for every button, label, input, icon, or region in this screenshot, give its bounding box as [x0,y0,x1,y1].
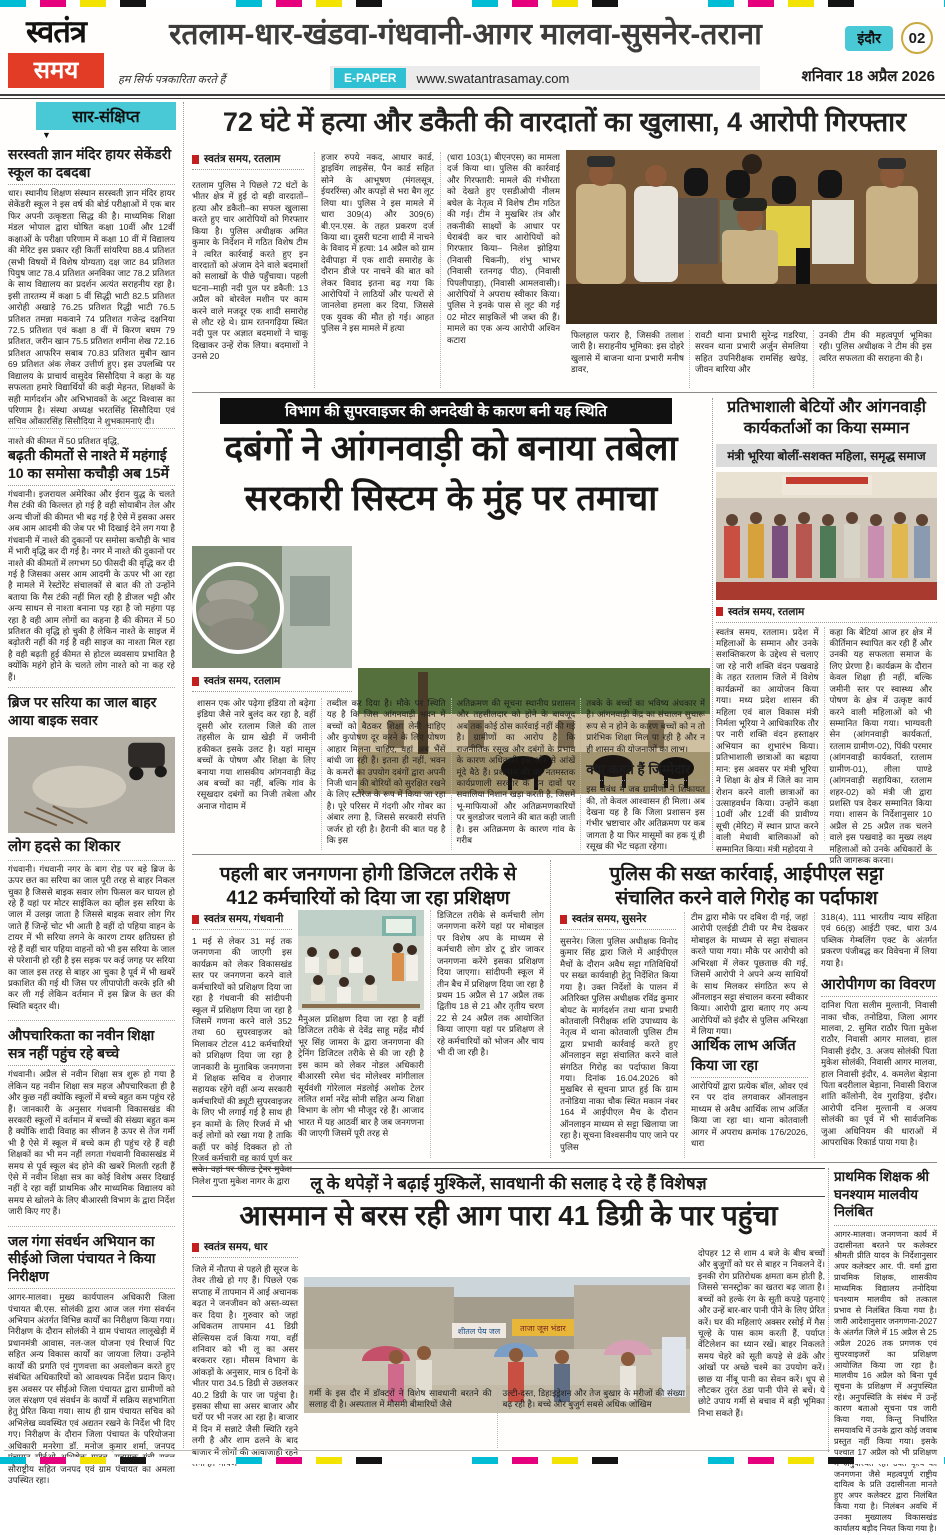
story-column: (धारा 103(1) बीएनएस) का मामला दर्ज किया था। पुलिस की कार्रवाई और गिरफ्तारी: मामले की गंभीरता को देखते हुए एसडीओपी नीलम बघेल के नेतृत्व में विशेष टीम गठित की गई। टीम ने मुखबिर तंत्र और तकनीकी साक्ष्यों के आधार पर घेराबंदी कर चार आरोपियों को गिरफ्तार किया– निलेश झोड़िया (निवासी चिकनी), शंभु भाभर (निवासी रतनगढ़ पीठ), (निवासी पिपलीपाड़ा), (निवासी आमलवासी)। आरोपियों ने अपराध स्वीकार किया। पुलिस ने इनके पास से लूट की गई 02 मोटर साइकिलें भी जब्त की हैं। मामले का एक अन्य आरोपी अश्विन कटारा [440,152,560,388]
brief-subheadline: लोग हदसे का शिकार [8,838,175,861]
brief-headline: बढ़ती कीमतों से नाश्ते में महंगाई 10 का समोसा कचौड़ी अब 15में [8,447,175,486]
byline [192,912,292,930]
anganwadi-sacks-photo [192,546,352,668]
byline-text: स्वतंत्र समय, रतलाम [204,675,281,687]
byline-text: स्वतंत्र समय, रतलाम [728,605,805,618]
caption-column: उल्टी-दस्त, डिहाइड्रेशन और तेज बुखार के मरीजों की संख्या बढ़ रही है। बच्चे और बुजुर्ग सबसे अधिक जोखिम [497,1388,691,1448]
anganwadi-headline-line2: सरकारी सिस्टम के मुंह पर तमाचा [244,479,658,518]
divider [192,392,937,393]
caption-column: उनकी टीम की महत्वपूर्ण भूमिका रही। पुलिस अधीक्षक ने टीम की इस त्वरित सफलता की सराहना की है। [813,330,937,388]
registration-marks-bottom [0,1457,945,1464]
ipl-headline-line1: पुलिस की सख्त कार्रवाई, आईपीएल सट्टा [609,864,884,885]
teacher-body: आगर-मालवा। जनगणना कार्य में उदासीनता बरतने पर कलेक्टर श्रीमती प्रीति यादव के निर्देशानुसार अपर कलेक्टर आर. पी. वर्मा द्वारा प्राथमिक शिक्षक, शासकीय माध्यमिक विद्यालय तनोदिया घनश्याम मालवीय को तत्काल प्रभाव से निलंबित किया गया है। जारी आदेशानुसार जनगणना-2027 के अंतर्गत जिले में 15 अप्रैल से 25 अप्रैल 2026 तक प्रगणक एवं सुपरवाइजरों का प्रशिक्षण आयोजित किया जा रहा है। मालवीय 16 अप्रैल को बिना पूर्व सूचना के प्रशिक्षण में अनुपस्थित रहे। अनुपस्थिति के संबंध में उन्हें कारण बताओ सूचना पत्र जारी किया गया, किन्तु निर्धारित समयावधि में उनके द्वारा कोई जवाब प्रस्तुत नहीं किया गया। इसके पश्चात 17 अप्रैल को भी प्रशिक्षण जनगणना जैसे महत्वपूर्ण राष्ट्रीय दायित्व के प्रति उदासीनता मानते हुए अपर कलेक्टर द्वारा निलंबित किया गया है। निलंबन अवधि में उनका मुख्यालय विकासखंड कार्यालय बड़ौद नियत किया गया है। [834,1229,937,1534]
region-strip: रतलाम-धार-खंडवा-गंधवानी-आगर मालवा-सुसनेर-तराना [169,18,762,51]
website-link[interactable]: www.swatantrasamay.com [416,70,570,86]
edition-badge: इंदौर [845,26,893,51]
teacher-headline: प्राथमिक शिक्षक श्री घनश्याम मालवीय निलंबित [834,1168,937,1226]
byline-marker-icon [192,1243,199,1252]
brief-body: आगर-मालवा। मुख्य कार्यपालन अधिकारी जिला पंचायत बी.एस. सोलंकी द्वारा आज जल गंगा संवर्धन अभियान अंतर्गत विभिन्न कार्यों का निरीक्षण किया गया। निरीक्षण के दौरान सोलंकी ने ग्राम पंचायत लालूखेड़ी में प्रधानमंत्री आवास, नल-जल योजना एवं रिचार्ज पिट सहित अन्य विकास कार्यों का जायजा लिया। उन्होंने कार्यों की प्रगति एवं गुणवत्ता का अवलोकन करते हुए संबंधित अधिकारियों को आवश्यक निर्देश प्रदान किए। इस अवसर पर सीईओ जिला पंचायत द्वारा ग्रामीणों को जल संरक्षण एवं संवर्धन के कार्यों में सक्रिय सहभागिता हेतु प्रेरित किया गया। साथ ही ग्राम पंचायत सचिव को अभिलेख व्यवस्थित एवं अद्यतन रखने के निर्देश भी दिए गए। निरीक्षण के दौरान जिला पंचायत के परियोजना अधिकारी मनरेगा डॉ. मनोज कुमार शर्मा, जनपद सौराष्ट्रीय सहित जनपद एवं ग्राम पंचायत का अमला उपस्थित रहा। [8,1292,175,1485]
caption-column: फिलहाल फरार है, जिसकी तलाश जारी है। सराहनीय भूमिका: इस दोहरे खुलासे में बाजना थाना प्रभारी मनीष डावर, [571,330,684,375]
byline [560,912,676,930]
byline-text: स्वतंत्र समय, गंधवानी [204,913,284,925]
heat-caption-row [304,1388,690,1448]
caret-down-icon: ▼ [42,130,51,140]
brief-body: गंधवानी। गंधवानी नगर के बाग रोड़ पर बड़े ब्रिज के ऊपर छत का सरिया का जाल पूरी तरह से बाहर निकल चुका है जिससे बाइक सवार लोग फिसल कर घायल हो रहे हैं यहां पर मोटर साईकिल का व्हील इस सरिया के जाल में उलझ जाता है जिससे बाइक सवार लोग गिर जाते हैं जिन्हें चोट भी आती है वहीं दो पहिया वाहन के टायर में भी सरिया लगने के कारण टायर क्षतिग्रस्त हो रहे हैं वहीं चार पहिया वाहनों को भी इस सरिया के जाल से परेशानी हो रही है इस सड़क पर कई जगह पर सरिया का जाल इस तरह से बाहर आ चुका है पूर्व में भी खबरें प्रकाशित की गई थी जिस पर लीपापोती करके इति श्री कर ली गई लेकिन वर्तमान में इस ब्रिज के छत की स्थिति बद्तर थी। [8,863,175,1011]
byline-marker-icon [716,607,723,616]
brief-headline: जल गंगा संवर्धन अभियान का सीईओ जिला पंचायत ने किया निरीक्षण [8,1233,175,1290]
byline-marker-icon [192,915,199,924]
page-number-badge: 02 [901,22,933,54]
newspaper-logo [8,10,104,88]
column-subhead: क्या कहते हैं जिम्मेदार [586,760,705,781]
photo-caption-row [566,330,937,388]
column-text: तबके के बच्चों का भविष्य अंधकार में है। आंगनवाड़ी केंद्र का संचालन सुचारू रूप से न होने के कारण बच्चों को न तो प्रारंभिक शिक्षा मिल पा रही है और न ही शासन की योजनाओं का लाभ। [586,698,705,754]
honor-headline: प्रतिभाशाली बेटियों और आंगनवाड़ी कार्यकर्ताओं का किया सम्मान [727,399,926,437]
brief-body: गंधवानी। अप्रैल से नवीन शिक्षा सत्र शुरू हो गया है लेकिन यह नवीन शिक्षा सत्र महज औपचारिकता ही है और कुछ नहीं क्योंकि स्कूलों में बच्चे बहुत कम पहुंच रहे हैं। जानकारी के अनुसार गंधवानी विकासखंड की सरकारी स्कूलों में वर्तमान में बच्चों की संख्या बहुत कम है क्योंकि शादी विवाह का सीजन है ऊपर से तेज गर्मी भी है ऐसे में स्कूल में बच्चे कम ही पहुंच रहे हैं वही शिक्षकों का भी मन नहीं लगता गंधवानी विकासखंड में समय से पूर्व स्कूल बंद होने की खबरें मिलती रहती हैं ऐसे में नवीन शिक्षा सत्र का कोई विशेष असर दिखाई नहीं दे रहा वहीं प्राथमिक और माध्यमिक विद्यालय को समय से खोलने के लिए बीआरसी विभाग के द्वारा निर्देश जारी किए गए हैं। [8,1069,175,1217]
column-text: टीम द्वारा मौके पर दबिश दी गई, जहां आरोपी एलईडी टीवी पर मैच देखकर मोबाइल के माध्यम से सट्टा संचालन करते पाया गया। मौके पर आरोपी को अभिरक्षा में लेकर पूछताछ की गई, जिसमें आरोपी ने अपने अन्य साथियों के साथ मिलकर संगठित रूप से ऑनलाइन सट्टा संचालन करना स्वीकार किया। आरोपी द्वारा बताए गए अन्य आरोपियों को इंदौर से पुलिस अभिरक्षा में लिया गया। [691,912,808,1037]
story-column [814,912,937,1158]
story-column: स्वतंत्र समय, रतलाम। प्रदेश में महिलाओं के सम्मान और उनके सशक्तिकरण के उद्देश्य से चलाए जा रहे नारी शक्ति वंदन पखवाड़े के तहत रतलाम जिले में विशेष कार्यक्रमों का आयोजन किया गया। मध्य प्रदेश शासन की महिला एवं बाल विकास मंत्री निर्मला भूरिया ने आधिकारिक तौर पर नारी शक्ति वंदन हस्ताक्षर अभियान का शुभारंभ किया। प्रतिभाशाली छात्राओं का बढ़ाया मान: इस अवसर पर मंत्री भूरिया ने शिक्षा के क्षेत्र में जिले का नाम रोशन करने वाली छात्राओं का उत्साहवर्धन किया। उन्होंने कक्षा 10वीं और 12वीं की प्रावीण्य सूची (मेरिट) में स्थान प्राप्त करने वाली मेधावी बालिकाओं को सम्मानित किया। मंत्री महोदया ने [716,626,819,854]
honor-columns [716,626,937,866]
honor-strap: मंत्री भूरिया बोलीं-सशक्त महिला, समृद्ध समाज [716,444,937,467]
registration-marks-top [0,0,945,7]
police-photo-graphic [566,150,937,324]
honor-story [716,398,937,866]
brief-body: गंधवानी। इजरायल अमेरिका और ईरान युद्ध के चलते गैस टंकी की किल्लत हो गई है वही सोयाबीन तेल और अन्य चीजों की कीमत भी बढ़ गई है ऐसे में इसका असर अब आम आदमी की जेब पर भी दिखाई देने लग गया है गंधवानी में नाश्ते की दुकानों पर समोसा कचौड़ी के भाव में भारी वृद्धि कर दी गई है। नगर में नाश्ते की दुकानों पर नाश्ते की कीमतों में लगभग 50 फीसदी की वृद्धि कर दी गई है जिसका असर आम आदमी के ऊपर भी आ रहा है मामले में रेस्टोरेंट संचालकों से बात की तो उन्होंने बताया कि गैस टंकी नहीं मिल रही है डीजल भट्टी और अन्य साधन से नाश्ता बनाना पड़ रहा है जो महंगा पड़ रहा है वही आम लोगों का कहना है की कीमत में 50 प्रतिशत की वृद्धि हो चुकी है लेकिन नाश्ते के साइज में बढ़ोतरी नहीं की गई है वही साइज का नाश्ता मिल रहा है वही बढ़ती हुई कीमत से होटल व्यवसाय प्रभावित है क्योंकि महंगे होने के चलते लोग नाश्ते को ना कह रहे हैं। [8,489,175,682]
census-training-photo [298,910,424,1010]
column-text: इस संबंध में जब ग्रामीणों ने शिकायत की, तो केवल आश्वासन ही मिला। अब देखना यह है कि जिला प्रशासन इस गंभीर भ्रष्टाचार और अतिक्रमण पर कब जागता है या फिर मासूमों का हक यूं ही रसूख की भेंट चढ़ता रहेगा। [586,784,705,852]
brief-article-school [8,140,175,429]
sidebar-briefs [4,102,184,1485]
byline-marker-icon [192,677,199,686]
story-column: रतलाम पुलिस ने पिछले 72 घंटों के भीतर क्षेत्र में हुई दो बड़ी वारदातों– हत्या और डकैती–का सफल खुलासा करते हुए चार आरोपियों को गिरफ्तार किया है। पुलिस अधीक्षक अमित कुमार के निर्देशन में गठित विशेष टीम ने त्वरित कार्रवाई करते हुए इन वारदातों को अंजाम देने वाले बदमाशों को सलाखों के पीछे पहुँचाया। पहली घटना–माही नदी पुल पर डकैती: 13 अप्रैल को बोरवेल मशीन पर काम करने वाले मजदूर एक शादी समारोह से लौट रहे थे। ग्राम रतनगढ़िया स्थित नदी पुल पर अज्ञात बदमाशों ने चाकू दिखाकर उन्हें रोक लिया। बदमाशों ने उनसे 20 [192,180,308,362]
byline-text: स्वतंत्र समय, धार [204,1241,268,1253]
story-column: कहा कि बेटियां आज हर क्षेत्र में कीर्तिमान स्थापित कर रही हैं और उनकी यह सफलता समाज के लिए प्रेरणा है। कार्यक्रम के दौरान केवल शिक्षा ही नहीं, बल्कि जमीनी स्तर पर स्वास्थ्य और पोषण के क्षेत्र में उत्कृष्ट कार्य करने वाली महिलाओं को भी सम्मानित किया गया। भाग्यवती सेन (आंगनवाड़ी कार्यकर्ता, रतलाम ग्रामीण-02), पिंकी परमार (आंगनवाड़ी कार्यकर्ता, रतलाम ग्रामीण-01), लीला पाण्डे (आंगनवाड़ी सहायिका, रतलाम शहर-02) को मंत्री जी द्वारा प्रशस्ति पत्र देकर सम्मानित किया गया। शासन के निर्देशानुसार 10 अप्रैल से 25 अप्रैल तक चलने वाले इस पखवाड़े का मुख्य लक्ष्य महिलाओं को उनके अधिकारों के प्रति जागरूक करना। [824,627,938,841]
divider [192,1162,937,1163]
honor-ceremony-photo [716,472,937,600]
story-column: शासन एक ओर पढ़ेगा इंडिया तो बढ़ेगा इंडिया जैसे नारे बुलंद कर रहा है, वहीं दूसरी ओर रतलाम जिले की ताल तहसील के ग्राम खेड़ी में जमीनी हकीकत इसके उलट है। यहां मासूम बच्चों के पोषण और शिक्षा के लिए बनाया गया शासकीय आंगनवाड़ी केंद्र अब बच्चों का नहीं, बल्कि गांव के रसूखदार दबंगों का निजी तबेला और अनाज गोदाम में [197,698,316,811]
story-column [580,698,710,850]
byline [192,1240,298,1258]
ipl-headline-line2: संचालित करने वाले गिरोह का पर्दाफाश [615,888,878,909]
story-column: सुसनेर। जिला पुलिस अधीक्षक विनोद कुमार सिंह द्वारा जिले में आईपीएल मैचों के दौरान अवैध सट्टा गतिविधियों पर सख्त कार्यवाही हेतु निर्देशित किया गया है। उक्त निर्देशों के पालन में अतिरिक्त पुलिस अधीक्षक रविंद्र कुमार बोयट के मार्गदर्शन तथा थाना प्रभारी कोतवाली निरीक्षक शशि उपाध्याय के नेतृत्व में थाना कोतवाली पुलिस टीम द्वारा प्रभावी कार्रवाई करते हुए ऑनलाइन सट्टा संचालित करने वाले संगठित गिरोह का पर्दाफाश किया गया। दिनांक 16.04.2026 को मुखबिर से सूचना प्राप्त हुई कि ग्राम तनोडिया नाका चौक स्थित मकान नंबर 164 में आईपीएल मैच के दौरान ऑनलाइन माध्यम से सट्टा खिलाया जा रहा है। सूचना विश्वसनीय पाए जाने पर पुलिस [560,936,678,1152]
column-text: आरोपियों द्वारा प्रत्येक बॉल, ओवर एवं रन पर दांव लगवाकर ऑनलाइन माध्यम से अवैध आर्थिक लाभ अर्जित किया जा रहा था। थाना कोतवाली आगर में अपराध क्रमांक 176/2026, धारा [691,1081,808,1149]
divider [828,1168,829,1452]
brief-headline: औपचारिकता का नवीन शिक्षा सत्र नहीं पहुंच रहे बच्चे [8,1027,175,1066]
story-column: जिले में नौतपा से पहले ही सूरज के तेवर तीखे हो गए हैं। पिछले एक सप्ताह में तापमान में आई अचानक बढ़त ने जनजीवन को अस्त-व्यस्त कर दिया है। गुरुवार को जहां अधिकतम तापमान 41 डिग्री सेल्सियस दर्ज किया गया, वहीं शनिवार को भी लू का असर बरकरार रहा। मौसम विभाग के आंकड़ों के अनुसार, मात्र 6 दिनों के भीतर पारा 34.5 डिग्री से उछलकर 40.2 डिग्री के पार जा पहुंचा है। इसका सीधा सा असर बाजार और घरों पर भी नजर आ रहा है। बाजार में दिन में सन्नाटे जैसी स्थिति रहने लगी है और शाम ढलने के बाद बाजार में लोगों की आवाजाही रहने [192,1264,298,1457]
police-press-photo [566,150,937,324]
story-column [684,912,808,1158]
byline-text: स्वतंत्र समय, रतलाम [204,153,281,165]
heat-story [192,1168,825,1457]
census-headline-line2: 412 कर्मचारियों को दिया जा रहा प्रशिक्षण [226,888,510,909]
story-column: तब्दील कर दिया है। मौके पर स्थिति यह है कि जिस आंगनवाड़ी भवन में बच्चों को बैठकर शिक्षा लेनी चाहिए और कुपोषण दूर करने के लिए पोषण आहार मिलना चाहिए, वहां अब भैंसें बांधी जा रही हैं। इतना ही नहीं, भवन के कमरों का उपयोग दबंगों द्वारा अपनी निजी धान की बोरियों को सुरक्षित रखने के लिए स्टोरेज के रूप में किया जा रहा है। पूरे परिसर में गंदगी और गोबर का अंबार लगा है, जिससे सरकारी संपत्ति जर्जर हो रही है। हैरानी की बात यह है कि इस [321,698,451,850]
issue-date: शनिवार 18 अप्रैल 2026 [801,68,935,85]
brief-article-bridge [8,688,175,1021]
training-photo-graphic [298,910,424,1010]
story-column: हजार रुपये नकद, आधार कार्ड, ड्राइविंग लाइसेंस, पैन कार्ड सहित सोने के आभूषण (मंगलसूत्र, ईयररिंग्स) और कपड़ों से भरा बैग लूट लिया था। पुलिस ने इस मामले में धारा 309(4) और 309(6) बी.एन.एस. के तहत प्रकरण दर्ज किया था। दूसरी घटना शादी में नाचने के विवाद में हत्या: 14 अप्रैल को ग्राम देवीपाड़ा में एक शादी समारोह के दौरान डीजे पर नाचने की बात को लेकर विवाद इतना बढ़ गया कि आरोपियों ने लाठियों और पत्थरों से जानलेवा हमला कर दिया, जिससे एक युवक की मौत हो गई। आहत पुलिस ने इस मामले में हत्या [314,152,434,388]
ceremony-photo-graphic [716,472,937,600]
census-story [192,860,544,1186]
column-subhead: आर्थिक लाभ अर्जित किया जा रहा [691,1035,808,1078]
anganwadi-story [192,398,710,850]
anganwadi-headline-line1: दबंगों ने आंगनवाड़ी को बनाया तबेला [224,429,678,468]
sacks-photo-graphic [192,546,352,668]
brief-article-school-session [8,1021,175,1226]
story-column: मैनुअल प्रशिक्षण दिया जा रहा है वहीं डिजिटल तरीके से देवेंद्र साहू महेंद्र मौर्य भूर सिंह जामरा के द्वारा जनगणना की ट्रेनिंग डिजिटल तरीके से की जा रही है इस काम को लेकर नोडल अधिकारी बीआरसी रमेश चंद मोलेश्वर मांगीलाल सूर्यवंशी गोरेलाल मंडलोई अशोक टेलर ललित शर्मा नरेंद्र सोनी सहित अन्य शिक्षा विभाग के लोग भी मौजूद रहे हैं। आजाद भारत में यह आठवीं बार है जब जनगणना की जाएगी जिसमें पूरी तरह से [298,1014,424,1139]
byline-marker-icon [560,915,567,924]
story-column: अतिक्रमण की सूचना स्थानीय प्रशासन और तहसीलदार को होने के बावजूद अब तक कोई ठोस कार्रवाई नहीं की गई है। ग्रामीणों का आरोप है कि राजनीतिक रसूख और दबंगों के प्रभाव के कारण अधिकारी इस ओर से आंखें मूंदे बैठे हैं। प्रशासन की यह नतमस्तक कार्यप्रणाली सरकार के उन दावों पर सवालिया निशान खड़ा करती है, जिसमें भू-माफियाओं और अतिक्रमणकारियों पर बुलडोजर चलाने की बात कही जाती है। इस अतिक्रमण के कारण गांव के गरीब [451,698,581,850]
census-headline-line1: पहली बार जनगणना होगी डिजिटल तरीके से [219,864,517,885]
brief-headline: ब्रिज पर सरिया का जाल बाहर आया बाइक सवार [8,694,157,728]
heat-headline: आसमान से बरस रही आग पारा 41 डिग्री के पार पहुंचा [239,1200,778,1231]
brief-headline: सरस्वती ज्ञान मंदिर हायर सेकेंडरी स्कूल का दबदबा [8,146,175,185]
svg-text:ताजा जूस भंडार: ताजा जूस भंडार [520,1324,566,1333]
tagline: हम सिर्फ पत्रकारिता करते हैं [118,74,226,86]
kicker-bar: विभाग की सुपरवाइजर की अनदेखी के कारण बनी यह स्थिति [220,398,672,424]
info-bar [330,66,760,90]
brief-body: धार। स्थानीय शिक्षण संस्थान सरस्वती ज्ञान मंदिर हायर सेकेंडरी स्कूल ने इस वर्ष की बोर्ड परीक्षाओं में एक बार फिर अपनी उत्कृष्टता सिद्ध की है। माध्यमिक शिक्षा मंडल भोपाल द्वारा घोषित कक्षा 10वीं और 12वीं कक्षाओं के परीक्षा परिणाम में कक्षा 10 वीं में विद्यालय की मेरिट इस प्रकार रही किर्ती सांयरिया 88.4 प्रतिशत (सभी विषयों में विशेष योग्यता) दक्ष जाट 84 प्रतिशत पियुष जाट 78.4 प्रतिशत अनविका जाट 78.2 प्रतिशत के साथ विद्यालय का प्रदर्शन अत्यंत सराहनीय रहा है। इसी तारतम्य में कक्षा 5 वीं सिद्धी भाटी 82.5 प्रतिशत आरोही अखाड़े 76.25 प्रतिशत रिद्धी भाटी 76.5 प्रतिशत तमन्ना मकवाने 74 प्रतिशत गजेन्द्र दक्षनिया 72.5 प्रतिशत एवं कक्षा 8 वीं में किरण बघम 79 प्रतिशत, जरीन खान 75.5 प्रतिशत शमीना शेख 72.16 प्रतिशत आफरिन सबाब 70.83 प्रतिशत मुबीन खान 69 प्रतिशत अंक लेकर उत्तीर्ण हुए। इस उपलब्धि पर विद्यालय के प्राचार्य वासुदेव सिसौदिया ने कहा के यह सफलता हमारे विद्यार्थियों की कड़ी मेहनत, शिक्षकों के सही मार्गदर्शन और अभिभावकों के अटूट विश्वास का परिणाम है। संस्था अध्यक्ष भरतसिंह सिसौदिया एवं सचिव ओंकारसिंह सिसौदिया ने शुभकामनाएं दी। [8,188,175,427]
column-text: 318(4), 111 भारतीय न्याय संहिता एवं 66(इ) आईटी एक्ट, धारा 3/4 पब्लिक गेम्बलिंग एक्ट के अंतर्गत प्रकरण पंजीबद्ध कर विवेचना में लिया गया है। [821,912,937,968]
edition-row [845,22,933,54]
column-subhead: आरोपीगण का विवरण [821,974,937,997]
top-story [192,102,937,390]
bridge-road-photo [8,737,175,833]
brief-kicker: नाश्ते की कीमत में 50 प्रतिशत वृद्धि, [8,436,120,446]
story-column: डिजिटल तरीके से कर्मचारी लोग जनगणना करेंगे यहां पर मोबाइल पर विशेष अप के माध्यम से कर्मचारी लोग डोर टू डोर जाकर जनगणना करेंगे इसका प्रशिक्षण दिया जाएगा। सांदीपनी स्कूल में तीन बैच में प्रशिक्षण दिया जा रहा है प्रथम 15 अप्रैल से 17 अप्रैल तक द्वितीय 18 से 21 और तृतीय चरण 22 से 24 अप्रैल तक आयोजित किया जाएगा यहां पर प्रशिक्षण ले रहे कर्मचारियों को भोजन और चाय भी दी जा रही है। [430,910,544,1158]
road-photo-graphic [8,737,175,833]
byline [192,152,304,170]
byline-text: स्वतंत्र समय, सुसनेर [572,913,647,925]
divider [4,1450,830,1451]
logo-text-bottom: समय [8,53,104,88]
svg-text:शीतल पेय जल: शीतल पेय जल [457,1327,501,1336]
divider [550,860,551,1158]
divider [712,398,713,850]
anganwadi-columns [192,698,710,850]
brief-article-snacks [8,429,175,688]
caption-column: रावटी थाना प्रभारी सुरेन्द्र गडरिया, सरवन थाना प्रभारी अर्जुन सेमलिया सहित उपनिरीक्षक रामसिंह खपेड़, जीवन बारिया और [689,330,813,388]
epaper-badge[interactable]: E-PAPER [334,68,406,88]
heat-banner: लू के थपेड़ों ने बढ़ाई मुश्किलें, सावधानी की सलाह दे रहे हैं विशेषज्ञ [192,1168,825,1197]
story-column: दोपहर 12 से शाम 4 बजे के बीच बच्चों और बुजुर्गों को घर से बाहर न निकलने दें। इनकी रोग प्रतिरोधक क्षमता कम होती है, जिससे 'सनस्ट्रोक' का खतरा बढ़ जाता है। बच्चों को हल्के रंग के सूती कपड़े पहनाएं और उन्हें बार-बार पानी पीने के लिए प्रेरित करें। घर की महिलाएं अक्सर रसोई में गैस चूल्हे के पास काम करती हैं, पर्याप्त वेंटिलेशन का ध्यान रखें। बाहर निकलते समय चेहरे को सूती कपड़े से ढंकें और आंखों पर अच्छे चश्मे का उपयोग करें। छाछ या नींबू पानी का सेवन करें। धूप से लौटकर तुरंत ठंडा पानी पीने से बचें। ये छोटे उपाय गर्मी से बचाव में बड़ी भूमिका निभा सकते हैं। [698,1248,825,1418]
teacher-story [834,1168,937,1534]
top-story-headline: 72 घंटे में हत्या और डकैती की वारदातों का खुलासा, 4 आरोपी गिरफ्तार [222,107,907,137]
ipl-story [556,860,937,1158]
masthead [0,8,945,94]
caption-column: गर्मी के इस दौर में डॉक्टरों ने विशेष सावधानी बरतने की सलाह दी है। अस्पताल में मौसमी बीमारियों जैसे [309,1388,492,1410]
brief-article-jal-ganga [8,1227,175,1495]
divider [192,854,937,855]
column-text: दानिश पिता सलीम मुल्तानी, निवासी नाका चौक, तनोडिया, जिला आगर मालवा, 2. सुमित राठौर पिता मुकेश राठौर, निवासी आगर मालवा, हाल निवासी इंदौर, 3. अजय सोलंकी पिता मुकेश सोलंकी, निवासी आगर मालवा, हाल निवासी इंदौर, 4. कमलेश बेड़ाना पिता बदरीलाल बेड़ाना, निवासी विराज शांति कॉलोनी, देव गुराड़िया, इंदौर। आरोपी दनिश मुल्तानी व अजय सोलंकी का पूर्व में भी सार्वजनिक जुआ अधिनियम की धाराओं में आपराधिक रिकार्ड पाया गया है। [821,1000,937,1148]
logo-text-top: स्वतंत्र [25,14,87,49]
byline [716,605,937,623]
masthead-rule [0,94,945,99]
byline [192,674,352,692]
briefs-section-badge: सार-संक्षिप्त [36,102,176,130]
story-column: 1 मई से लेकर 31 मई तक जनगणना की जाएगी इस कार्यक्रम को लेकर विकासखंड स्तर पर जनगणना करने वाले कर्मचारियों को प्रशिक्षण दिया जा रहा है गंधवानी की सांदीपनी स्कूल में प्रशिक्षण दिया जा रहा है जिसमें गणना करने वाले 352 तथा 60 सुपरवाइजर को मिलाकर टोटल 412 कर्मचारियों को प्रशिक्षण दिया जा रहा है जानकारी के मुताबिक जनगणना में शिक्षक सचिव व रोजगार सहायक रहेंगे वहीं अन्य सरकारी कर्मचारियों की ड्यूटी सुपरवाइजर के लिए भी लगाई गई है साथ ही इन कामों के लिए रिजर्व में भी कई लोगों को रखा गया है ताकि कहीं पर कोई दिक्कत हो तो रिजर्व कर्मचारी वह कार्य पूर्ण कर सके। वहां पर फील्ड ट्रेनर मुकेश निलेश गुप्ता मुकेश नागर के द्वारा [192,936,292,1186]
byline-marker-icon [192,155,199,164]
